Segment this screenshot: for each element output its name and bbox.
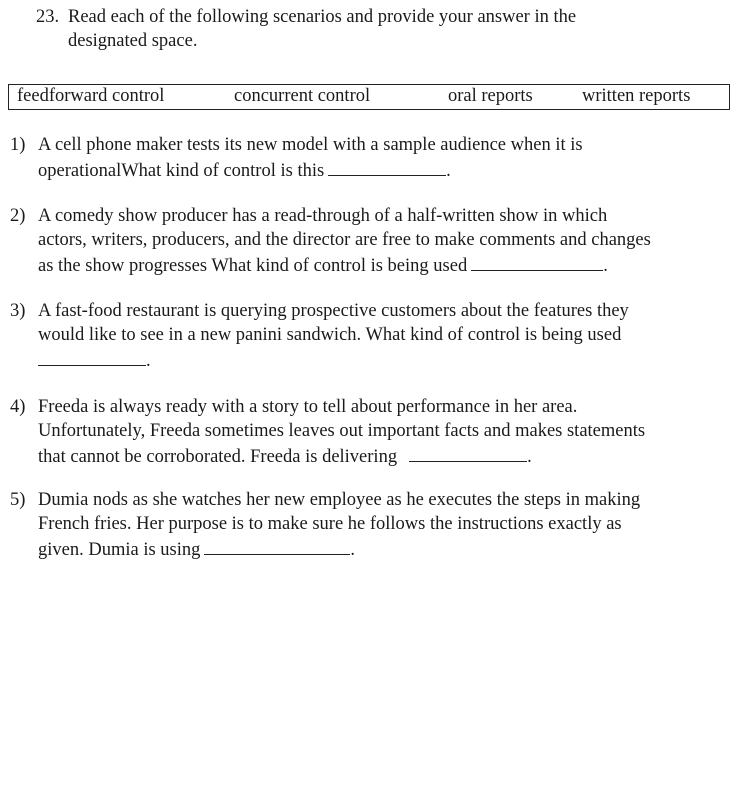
scenario-line: operationalWhat kind of control is this	[38, 161, 325, 181]
scenario-last-line	[38, 347, 151, 373]
scenario-line: French fries. Her purpose is to make sure he follows the instructions exactly as	[38, 514, 622, 534]
scenario-line: A comedy show producer has a read-through of a half-written show in which	[38, 206, 608, 226]
scenario-end-punctuation: .	[527, 447, 532, 467]
scenario-last-line	[38, 443, 532, 469]
question-number: 23.	[36, 7, 60, 27]
question-instruction-line-2: designated space.	[68, 31, 198, 51]
scenario-number: 5)	[10, 490, 26, 510]
word-bank	[8, 84, 730, 110]
scenario-number: 4)	[10, 397, 26, 417]
answer-blank-2[interactable]	[471, 252, 603, 271]
scenario-line: would like to see in a new panini sandwich. What kind of control is being used	[38, 325, 622, 345]
scenario-number: 2)	[10, 206, 26, 226]
answer-blank-4[interactable]	[409, 443, 527, 462]
scenario-line: Dumia nods as she watches her new employee as he executes the steps in making	[38, 490, 641, 510]
scenario-number: 1)	[10, 135, 26, 155]
scenario-end-punctuation: .	[146, 351, 151, 371]
word-bank-option: feedforward control	[17, 86, 165, 106]
word-bank-option: concurrent control	[234, 86, 371, 106]
answer-blank-5[interactable]	[204, 536, 350, 555]
scenario-last-line	[38, 157, 451, 183]
word-bank-option: written reports	[582, 86, 691, 106]
scenario-end-punctuation: .	[446, 161, 451, 181]
scenario-last-line	[38, 252, 608, 278]
scenario-number: 3)	[10, 301, 26, 321]
scenario-line: Unfortunately, Freeda sometimes leaves out important facts and makes statements	[38, 421, 646, 441]
scenario-line: actors, writers, producers, and the director are free to make comments and changes	[38, 230, 651, 250]
scenario-line: that cannot be corroborated. Freeda is delivering	[38, 447, 398, 467]
answer-blank-1[interactable]	[328, 157, 446, 176]
answer-blank-3[interactable]	[38, 347, 146, 366]
scenario-last-line	[38, 536, 355, 562]
scenario-end-punctuation: .	[350, 540, 356, 560]
scenario-line: as the show progresses What kind of control is being used	[38, 256, 468, 276]
scenario-line: Freeda is always ready with a story to tell about performance in her area.	[38, 397, 578, 417]
word-bank-option: oral reports	[448, 86, 533, 106]
scenario-line: A cell phone maker tests its new model with a sample audience when it is	[38, 135, 583, 155]
question-instruction-line-1: Read each of the following scenarios and provide your answer in the	[68, 7, 577, 27]
scenario-end-punctuation: .	[603, 256, 608, 276]
scenario-line: given. Dumia is using	[38, 540, 201, 560]
scenario-line: A fast-food restaurant is querying prospective customers about the features they	[38, 301, 629, 321]
